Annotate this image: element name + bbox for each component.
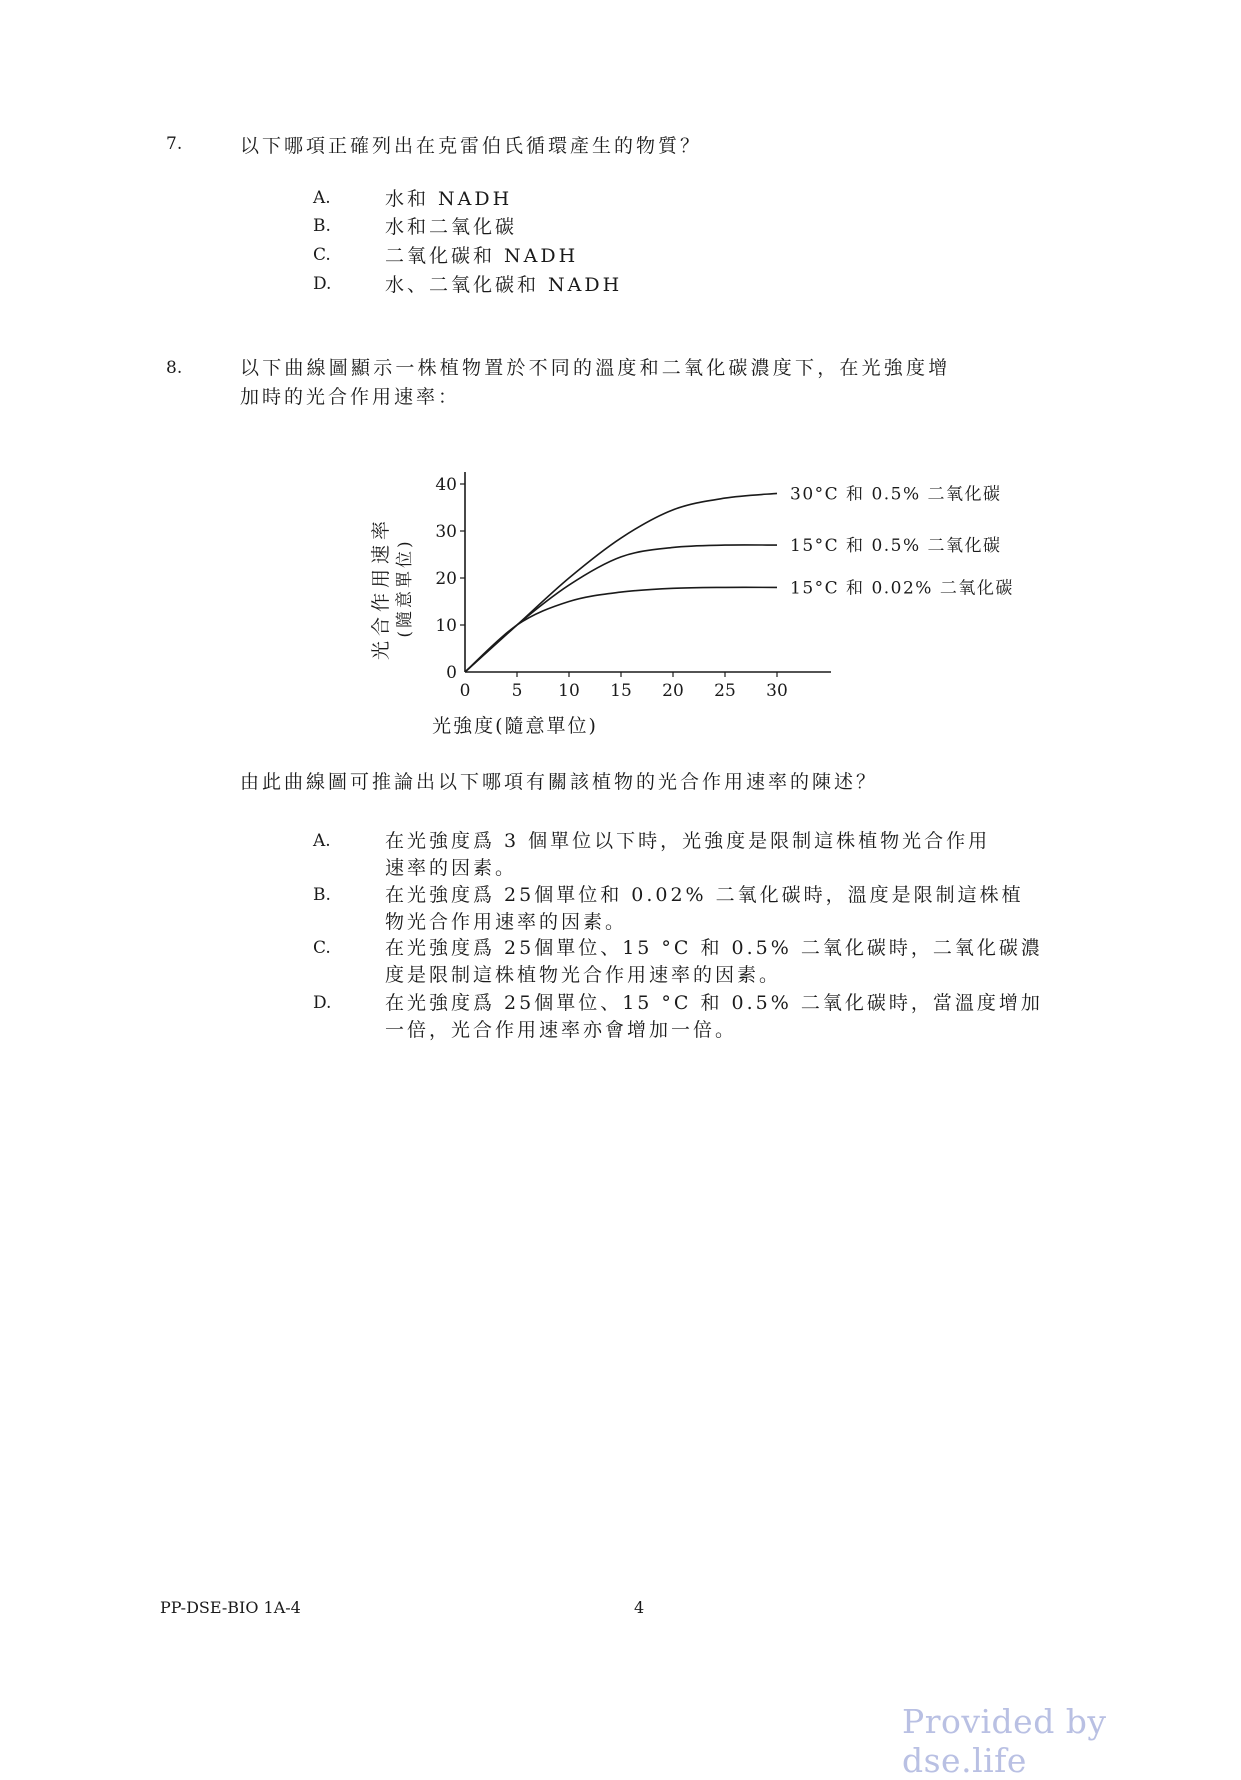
y-axis-label-line2: (隨意單位)	[395, 538, 415, 638]
watermark: Provided by dse.life	[902, 1702, 1107, 1780]
series-label-3: 15°C 和 0.02% 二氧化碳	[790, 578, 1014, 599]
x-tick-label: 15	[610, 681, 632, 701]
y-tick-label: 40	[435, 475, 457, 495]
q8-option-a-letter: A.	[313, 831, 331, 851]
x-tick-label: 30	[766, 681, 788, 701]
q7-option-b-text: 水和二氧化碳	[385, 216, 518, 238]
q7-option-a-text: 水和 NADH	[385, 188, 513, 210]
q8-option-a-line2: 速率的因素。	[385, 857, 518, 879]
x-tick-label: 0	[459, 681, 471, 701]
q8-option-c-line1: 在光強度爲 25個單位、15 °C 和 0.5% 二氧化碳時，二氧化碳濃	[385, 937, 1043, 959]
x-tick-label: 5	[511, 681, 523, 701]
y-tick-label: 20	[435, 569, 457, 589]
series-label-2: 15°C 和 0.5% 二氧化碳	[790, 536, 1002, 557]
q8-option-b-line1: 在光強度爲 25個單位和 0.02% 二氧化碳時，溫度是限制這株植	[385, 884, 1024, 906]
footer-paper-code: PP-DSE-BIO 1A-4	[160, 1598, 301, 1617]
footer-page-number: 4	[634, 1598, 645, 1617]
series-line-2	[465, 545, 777, 672]
series-line-1	[465, 493, 777, 672]
question-8-prompt: 由此曲線圖可推論出以下哪項有關該植物的光合作用速率的陳述？	[240, 771, 879, 793]
question-7-stem: 以下哪項正確列出在克雷伯氏循環產生的物質？	[240, 135, 703, 157]
q8-option-d-letter: D.	[313, 993, 332, 1013]
photosynthesis-chart	[340, 440, 1080, 750]
y-axis-label	[370, 516, 415, 660]
question-8-stem-line1: 以下曲線圖顯示一株植物置於不同的溫度和二氧化碳濃度下，在光強度增	[240, 357, 951, 379]
series-label-1: 30°C 和 0.5% 二氧化碳	[790, 484, 1002, 505]
q7-option-a-letter: A.	[313, 188, 331, 208]
y-tick-label: 30	[435, 522, 457, 542]
q8-option-b-letter: B.	[313, 885, 331, 905]
q8-option-c-letter: C.	[313, 938, 331, 958]
y-axis-label-line1: 光合作用速率	[370, 515, 392, 661]
question-8-number: 8.	[166, 358, 183, 378]
chart-plot	[435, 472, 1014, 701]
x-tick-label: 20	[662, 681, 684, 701]
q7-option-c-text: 二氧化碳和 NADH	[385, 245, 579, 267]
q7-option-b-letter: B.	[313, 216, 331, 236]
y-tick-label: 0	[446, 663, 457, 683]
q7-option-d-text: 水、二氧化碳和 NADH	[385, 274, 623, 296]
q8-option-b-line2: 物光合作用速率的因素。	[385, 911, 628, 933]
question-7-number: 7.	[166, 134, 183, 154]
q8-option-d-line2: 一倍，光合作用速率亦會增加一倍。	[385, 1019, 738, 1041]
q8-option-c-line2: 度是限制這株植物光合作用速率的因素。	[385, 964, 782, 986]
y-tick-label: 10	[435, 616, 457, 636]
q8-option-d-line1: 在光強度爲 25個單位、15 °C 和 0.5% 二氧化碳時，當溫度增加	[385, 992, 1043, 1014]
x-tick-label: 25	[714, 681, 736, 701]
q8-option-a-line1: 在光強度爲 3 個單位以下時，光強度是限制這株植物光合作用	[385, 830, 991, 852]
series-line-3	[465, 587, 777, 672]
x-tick-label: 10	[558, 681, 580, 701]
q7-option-c-letter: C.	[313, 245, 331, 265]
question-8-stem-line2: 加時的光合作用速率：	[240, 386, 461, 408]
q7-option-d-letter: D.	[313, 274, 332, 294]
x-axis-label: 光強度(隨意單位)	[432, 715, 598, 737]
